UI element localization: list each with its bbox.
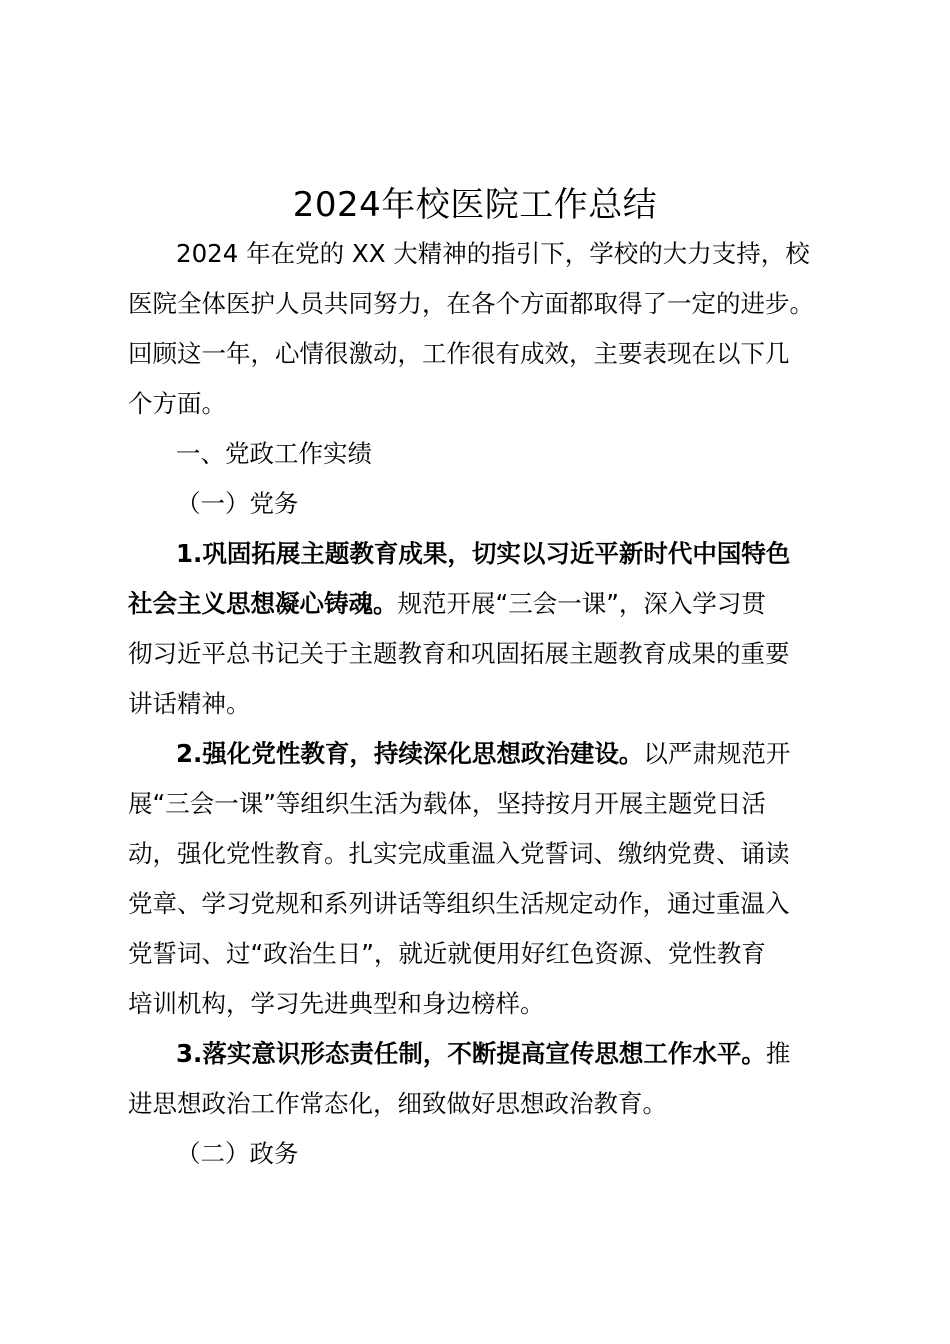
document-title: 2024年校医院工作总结 <box>292 185 658 225</box>
item-bold-lead: 1.巩固拓展主题教育成果，切实以习近平新时代中国特色 <box>176 539 791 568</box>
paragraph-line: 彻习近平总书记关于主题教育和巩固拓展主题教育成果的重要 <box>128 639 790 668</box>
paragraph-line <box>176 1037 896 1071</box>
item-bold-lead: 社会主义思想凝心铸魂。 <box>128 589 398 618</box>
paragraph-line <box>176 737 896 771</box>
paragraph-line: 党章、学习党规和系列讲话等组织生活规定动作，通过重温入 <box>128 889 790 918</box>
intro-line: 个方面。 <box>128 389 226 418</box>
paragraph-line: 讲话精神。 <box>128 689 251 718</box>
paragraph-line: 进思想政治工作常态化，细致做好思想政治教育。 <box>128 1089 667 1118</box>
subsection-heading: （二）政务 <box>176 1139 299 1168</box>
paragraph-line: 培训机构，学习先进典型和身边榜样。 <box>128 989 545 1018</box>
item-text: 以严肃规范开 <box>643 739 791 768</box>
item-text: 推 <box>765 1039 791 1068</box>
paragraph-line: 动，强化党性教育。扎实完成重温入党誓词、缴纳党费、诵读 <box>128 839 790 868</box>
intro-line: 医院全体医护人员共同努力，在各个方面都取得了一定的进步。 <box>128 289 814 318</box>
intro-line: 2024 年在党的 XX 大精神的指引下，学校的大力支持，校 <box>176 239 810 268</box>
item-bold-lead: 2.强化党性教育，持续深化思想政治建设。 <box>176 739 644 768</box>
section-heading: 一、党政工作实绩 <box>176 439 372 468</box>
subsection-heading: （一）党务 <box>176 489 299 518</box>
paragraph-line <box>128 587 848 621</box>
paragraph-line: 党誓词、过“政治生日”，就近就便用好红色资源、党性教育 <box>128 939 766 968</box>
item-bold-lead: 3.落实意识形态责任制，不断提高宣传思想工作水平。 <box>176 1039 766 1068</box>
intro-line: 回顾这一年，心情很激动，工作很有成效，主要表现在以下几 <box>128 339 790 368</box>
item-text: 规范开展“三会一课”，深入学习贯 <box>397 589 766 618</box>
paragraph-line: 展“三会一课”等组织生活为载体，坚持按月开展主题党日活 <box>128 789 766 818</box>
